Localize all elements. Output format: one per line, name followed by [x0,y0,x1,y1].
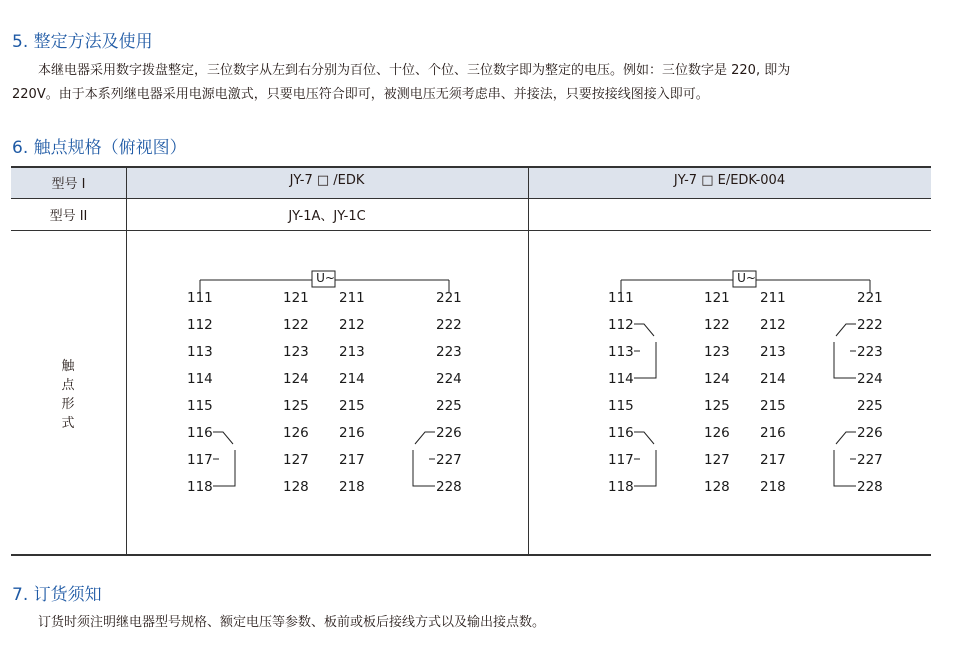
left-terminal-number: 123 [283,344,309,360]
right-contact-114-line [634,342,656,378]
left-terminal-number: 223 [436,344,462,360]
section-7-heading: 7. 订货须知 [12,585,102,605]
contact-spec-table [11,166,931,556]
left-terminal-number: 121 [283,290,309,306]
section-5-line-1: 本继电器采用数字拨盘整定，三位数字从左到右分别为百位、十位、个位、三位数字即为整定的电压。例如：三位数字是 220, 即为 [38,63,791,78]
right-terminal-number: 226 [857,425,883,441]
right-terminal-number: 112 [608,317,634,333]
left-terminal-number: 222 [436,317,462,333]
left-terminal-number: 128 [283,479,309,495]
left-terminal-number: 224 [436,371,462,387]
section-7-line-1: 订货时须注明继电器型号规格、额定电压等参数、板前或板后接线方式以及输出接点数。 [38,615,546,630]
left-terminal-number: 112 [187,317,213,333]
left-terminal-number: 228 [436,479,462,495]
section-5-heading: 5. 整定方法及使用 [12,32,153,52]
contact-form-char: 形 [61,397,75,412]
section-5-line-2: 220V。由于本系列继电器采用电源电激式，只要电压符合即可，被测电压无须考虑串、并接法，只要按接线图接入即可。 [12,87,709,102]
left-contact-228-line [413,450,435,486]
right-terminal-number: 227 [857,452,883,468]
left-terminal-number: 225 [436,398,462,414]
right-contact-224-line [834,342,856,378]
right-terminal-number: 118 [608,479,634,495]
right-contact-118-line [634,450,656,486]
left-contact-226-line [415,432,435,444]
left-model-1: JY-7 □ /EDK [289,173,365,188]
left-terminal-number: 111 [187,290,213,306]
right-terminal-number: 115 [608,398,634,414]
right-terminal-number: 128 [704,479,730,495]
right-terminal-number: 121 [704,290,730,306]
section-7-body [12,611,938,635]
right-terminal-number: 127 [704,452,730,468]
right-contact-112-line [634,324,654,336]
left-terminal-number: 226 [436,425,462,441]
left-terminal-number: 127 [283,452,309,468]
right-terminal-number: 124 [704,371,730,387]
right-terminal-number: 212 [760,317,786,333]
right-terminal-number: 228 [857,479,883,495]
left-terminal-number: 227 [436,452,462,468]
left-terminal-number: 212 [339,317,365,333]
right-terminal-number: 225 [857,398,883,414]
right-terminal-number: 224 [857,371,883,387]
right-terminal-number: 123 [704,344,730,360]
right-terminal-number: 116 [608,425,634,441]
left-terminal-number: 122 [283,317,309,333]
left-contact-116-line [213,432,233,444]
left-terminal-number: 218 [339,479,365,495]
right-terminal-number: 211 [760,290,786,306]
contact-form-char: 式 [61,416,75,431]
left-contact-118-line [213,450,235,486]
right-terminal-number: 216 [760,425,786,441]
left-terminal-number: 117 [187,452,213,468]
left-terminal-number: 118 [187,479,213,495]
left-terminal-number: 115 [187,398,213,414]
left-terminal-number: 126 [283,425,309,441]
left-terminal-number: 116 [187,425,213,441]
left-terminal-number: 217 [339,452,365,468]
left-terminal-number: 125 [283,398,309,414]
section-6-heading: 6. 触点规格（俯视图） [12,138,187,158]
right-terminal-number: 117 [608,452,634,468]
left-terminal-number: 114 [187,371,213,387]
left-terminal-number: 124 [283,371,309,387]
row-label-model-1: 型号 I [51,177,86,192]
right-contact-226-line [836,432,856,444]
right-terminal-number: 125 [704,398,730,414]
right-terminal-number: 114 [608,371,634,387]
right-terminal-number: 111 [608,290,634,306]
left-model-2: JY-1A、JY-1C [288,209,366,224]
right-terminal-number: 217 [760,452,786,468]
right-terminal-number: 122 [704,317,730,333]
right-coil-label: U~ [737,271,756,285]
right-terminal-number: 223 [857,344,883,360]
left-coil-label: U~ [316,271,335,285]
right-terminal-number: 214 [760,371,786,387]
left-terminal-number: 113 [187,344,213,360]
contact-wiring-diagram [11,166,931,556]
right-terminal-number: 126 [704,425,730,441]
right-terminal-number: 213 [760,344,786,360]
right-terminal-number: 221 [857,290,883,306]
right-terminal-number: 113 [608,344,634,360]
right-contact-222-line [836,324,856,336]
right-terminal-number: 218 [760,479,786,495]
section-5-body [12,59,938,107]
left-terminal-number: 211 [339,290,365,306]
left-terminal-number: 214 [339,371,365,387]
right-terminal-number: 215 [760,398,786,414]
left-terminal-number: 215 [339,398,365,414]
contact-form-char: 触 [61,359,75,374]
right-contact-228-line [834,450,856,486]
contact-form-char: 点 [61,378,75,393]
right-terminal-number: 222 [857,317,883,333]
left-terminal-number: 221 [436,290,462,306]
right-contact-116-line [634,432,654,444]
left-terminal-number: 213 [339,344,365,360]
left-terminal-number: 216 [339,425,365,441]
right-model-1: JY-7 □ E/EDK-004 [673,173,786,188]
row-label-model-2: 型号 II [49,209,88,224]
